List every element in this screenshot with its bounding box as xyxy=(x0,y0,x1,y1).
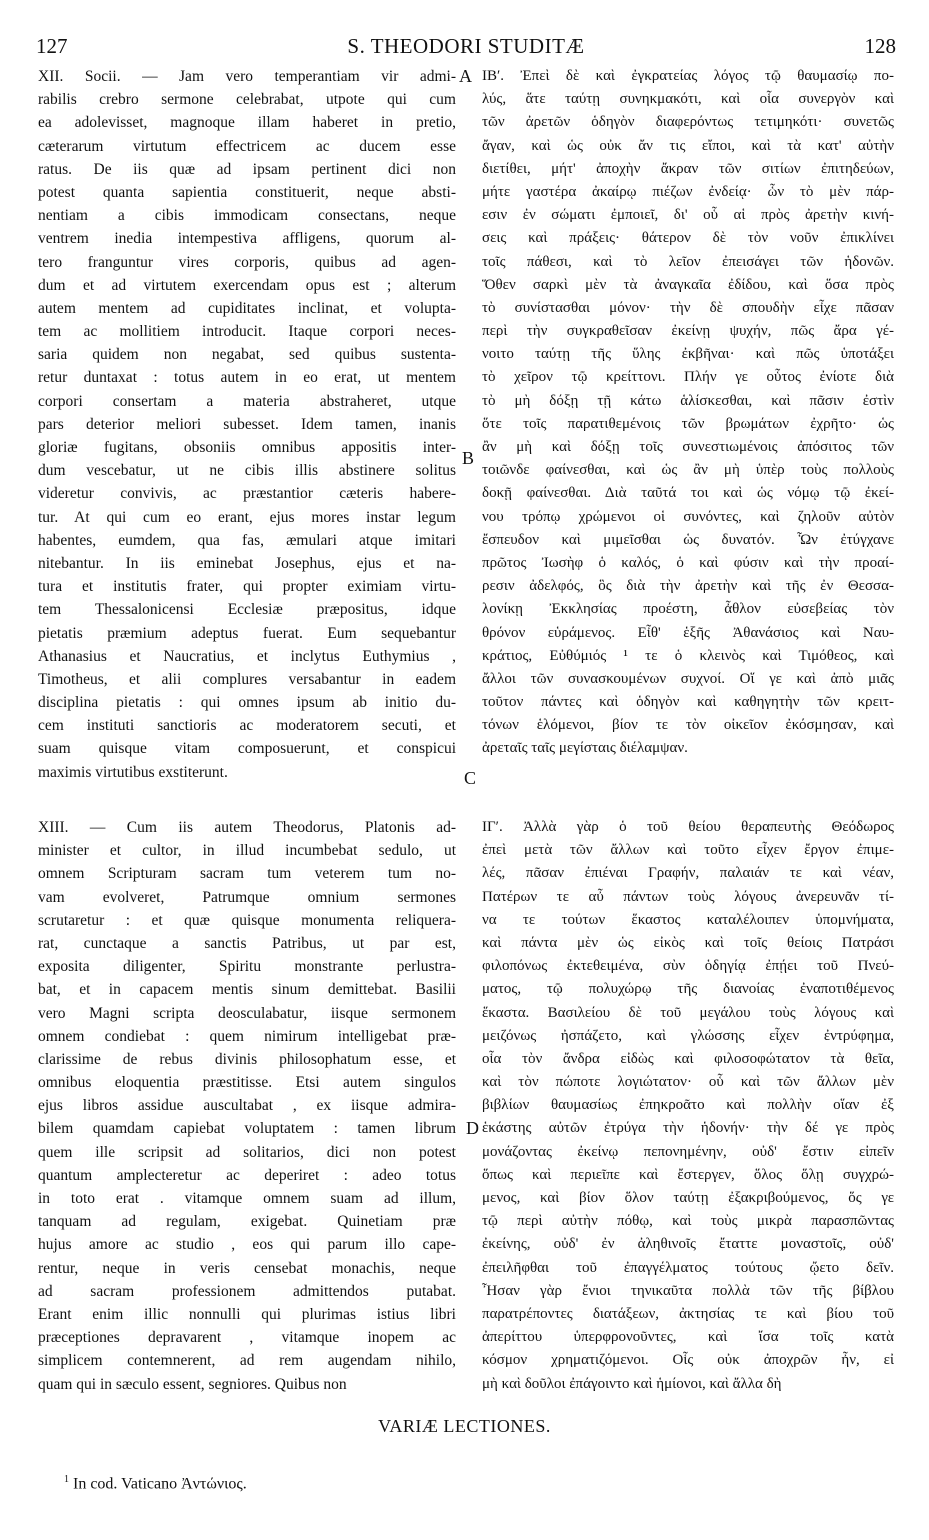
greek-text-line: σεις καὶ πράξεις· θάτερον δὲ τὸν νοῦν ἐπικλίνει xyxy=(482,230,894,247)
latin-text-line: quantum amplecteretur ac deperiret : adeo totus xyxy=(38,1166,456,1184)
greek-text-line: ρεσιν ἀδελφός, ὃς διὰ τὴν ἀρετὴν καὶ τῆς ἐν Θεσσα- xyxy=(482,578,894,595)
latin-text-line: bat, et in capacem mentis sinum demittebat. Basilii xyxy=(38,981,456,999)
latin-text-line: quem ille scripsit ad solitarios, dici non potest xyxy=(38,1143,456,1161)
latin-text-line: autem mentem ad cupiditates inclinat, et volupta- xyxy=(38,299,456,317)
latin-text-line: vero Magni scripta deosculabatur, iisque sermonem xyxy=(38,1004,456,1022)
latin-text-line: Athanasius et Naucratius, et inclytus Euthymius , xyxy=(38,647,456,665)
latin-text-line: nitebantur. In iis eminebat Josephus, ejus et na- xyxy=(38,554,456,572)
latin-text-line: omnem condiebat : quem nimirum intelligebat præ- xyxy=(38,1027,456,1045)
page-number-right: 128 xyxy=(864,34,896,58)
greek-text-line: ὅπως καὶ περιεῖπε καὶ ἔστεργεν, ὅλος ὅλῃ συγχρώ- xyxy=(482,1166,894,1183)
greek-text-line: μὴ καὶ δοῦλοι ἐπάγοιντο καὶ ἡμίονοι, καὶ ἄλλα δὴ xyxy=(482,1375,782,1392)
latin-text-line: XIII. — Cum iis autem Theodorus, Platonis ad- xyxy=(38,819,456,836)
greek-text-line: μονάζοντας ἐκείνῳ πεπονημένην, οὐδ' ἔστιν εἰπεῖν xyxy=(482,1143,894,1160)
latin-text-line: ventrem inedia intempestiva affligens, quorum al- xyxy=(38,230,456,248)
variae-lectiones-heading: VARIÆ LECTIONES. xyxy=(378,1416,551,1436)
latin-text-line: simplicem contemnerent, ad rem augendam nihilo, xyxy=(38,1352,456,1370)
greek-text-line: τοῖς πάθεσι, καὶ τὸ λεῖον ἐπεισάγει τῶν ἡδονῶν. xyxy=(482,253,894,270)
greek-text-line: κόσμον χρηματιζόμενοι. Οἷς οὐκ ἀποχρῶν ἦν, εἰ xyxy=(482,1352,894,1369)
greek-text-line: ἐπειλῆφθαι τοῦ ἐπαγγέλματος τούτους ᾤετο δεῖν. xyxy=(482,1259,894,1276)
greek-text-line: ἐπεὶ μετὰ τῶν ἄλλων καὶ τοῦτο εἶχεν ἔργον ἐπιμε- xyxy=(482,842,894,859)
greek-text-line: Ἦσαν γὰρ ἔνιοι τηνικαῦτα πολλὰ τῶν τῆς βίβλου xyxy=(482,1282,894,1299)
latin-text-line: exposita diligenter, Spiritu monstrante perlustra- xyxy=(38,958,456,976)
margin-marker-d: D xyxy=(466,1118,479,1138)
greek-text-line: δοκῇ φαίνεσθαι. Διὰ ταῦτά τοι καὶ ὡς νόμῳ τῷ ἐκεί- xyxy=(482,485,894,502)
greek-text-line: ματος, τῷ πολυχώρῳ τῆς διανοίας ἐναποτιθέμενος xyxy=(482,981,894,998)
latin-text-line: vam evolveret, Patrumque omnium sermones xyxy=(38,888,456,906)
latin-text-line: habentes, eumdem, qua fas, æmulari atque imitari xyxy=(38,531,456,549)
greek-text-line: τοῦτον πάντες καὶ ὁδηγὸν καὶ καθηγητὴν τῶν κρειτ- xyxy=(482,694,894,711)
greek-text-line: οἷα τὸν ἄνδρα εἰδὼς καὶ φιλοσοφώτατον τὰ θεῖα, xyxy=(482,1050,894,1067)
latin-text-line: ea adolevisset, magnoque illam haberet in pretio, xyxy=(38,114,456,132)
latin-column-paragraph-13 xyxy=(38,816,456,1396)
latin-text-line: clarissime de rebus divinis philosophatum esse, et xyxy=(38,1050,456,1068)
latin-text-line: tura et institutis frater, qui propter eximiam virtu- xyxy=(38,578,456,596)
latin-text-line: Timotheus, et alii complures versabantur in eadem xyxy=(38,670,456,688)
latin-text-line: Erant enim illic nonnulli qui plurimas istius libri xyxy=(38,1305,456,1323)
page-header xyxy=(36,34,896,62)
latin-text-line: retur duntaxat : totus autem in eo erat, ut mentem xyxy=(38,369,456,387)
margin-marker-a: A xyxy=(459,66,472,86)
latin-text-line: rat, cunctaque a sanctis Patribus, ut par est, xyxy=(38,934,456,952)
latin-text-line: hujus amore ac studio , eos qui parum illo cape- xyxy=(38,1236,456,1254)
greek-text-line: λύς, ἅτε ταύτῃ συνηκμακότι, καὶ οἷα συνεργὸν καὶ xyxy=(482,91,894,108)
latin-text-line: bilem quamdam capiebat voluptatem : tamen librum xyxy=(38,1120,456,1138)
latin-text-line: corpori consertam a materia abstraheret, utque xyxy=(38,392,456,410)
greek-text-line: περὶ τὴν συγκραθεῖσαν ἐκείνῃ ψυχήν, πῶς ἄρα γέ- xyxy=(482,323,894,340)
greek-text-line: ἑκάστης αὐτῶν ἐτρύγα τὴν ἡδονήν· τὴν δέ γε πρὸς xyxy=(482,1120,894,1137)
latin-text-line: cem instituti sanctioris ac moderatorem secuti, et xyxy=(38,717,456,735)
latin-text-line: pars deterior meliori subesset. Idem tamen, inanis xyxy=(38,415,456,433)
greek-text-line: φιλοπόνως ἐκτεθειμένα, σὺν ὁδηγίᾳ ἐπῄει τοῦ Πνεύ- xyxy=(482,958,894,975)
latin-text-line: suam quisque vitam composuerunt, et conspicui xyxy=(38,740,456,758)
greek-text-line: ἕκαστα. Βασιλείου δὲ τοῦ μεγάλου τοὺς λόγους καὶ xyxy=(482,1004,894,1021)
margin-marker-b: B xyxy=(462,448,475,468)
greek-text-line: ἄλλοι τῶν συνασκουμένων συχνοί. Οἵ γε καὶ ἀπὸ μιᾶς xyxy=(482,670,894,687)
greek-text-line: να τε τούτων ἕκαστος καταλέλοιπεν ὑπομνήματα, xyxy=(482,911,894,928)
greek-text-line: ἀπερίττου ὑπερφρονοῦντες, καὶ ἴσα τοῖς κατὰ xyxy=(482,1329,894,1346)
latin-text-line: saria quidem non negabat, sed quibus sustenta- xyxy=(38,346,456,364)
footnote-text: In cod. Vaticano Ἀντώνιος. xyxy=(73,1475,247,1493)
greek-text-line: τὸ συνίστασθαι μόνον· τὴν δὲ σπουδὴν εἶχε πᾶσαν xyxy=(482,299,894,316)
latin-text-line: omnem Scripturam sacram tum veterem tum no- xyxy=(38,865,456,883)
greek-column-paragraph-13 xyxy=(482,816,894,1396)
greek-text-line: Ὅθεν σαρκὶ μὲν τὰ ἀναγκαῖα ἐδίδου, καὶ ὅσα πρὸς xyxy=(482,276,894,293)
greek-column-paragraph-12 xyxy=(482,65,894,761)
footnote-mark: 1 xyxy=(64,1474,69,1485)
greek-text-line: Πατέρων τε αὖ πάντων τοὺς λόγους ἀνερευνᾶν τί- xyxy=(482,888,894,905)
greek-text-line: μήτε γαστέρα ἀκαίρῳ πιέζων ἐνδείᾳ· ὧν τὸ μὲν πάρ- xyxy=(482,183,894,200)
greek-text-line: τῷ περὶ αὐτὴν πόθῳ, καὶ τοὺς μικρὰ παρασπῶντας xyxy=(482,1213,894,1230)
latin-text-line: ratus. De iis quæ ad ipsam pertinent dici non xyxy=(38,160,456,178)
latin-text-line: scrutaretur : et quæ quisque monumenta reliquera- xyxy=(38,911,456,929)
footnote xyxy=(64,1474,247,1493)
latin-text-line: ad sacram professionem admittendos putabat. xyxy=(38,1282,456,1300)
greek-text-line: τὸ χεῖρον τῷ κρείττονι. Πλήν γε οὗτος ἐνίοτε διὰ xyxy=(482,369,894,386)
latin-text-line: tem ac mollitiem introducit. Itaque corpori neces- xyxy=(38,323,456,341)
greek-text-line: ΙΓʹ. Ἀλλὰ γὰρ ὁ τοῦ θείου θεραπευτὴς Θεόδωρος xyxy=(482,819,894,835)
greek-text-line: καὶ τὸν πώποτε λογιώτατον· οὗ καὶ τῶν ἄλλων μὲν xyxy=(482,1074,894,1091)
greek-text-line: διετίθει, μήτ' ἀποχὴν ἄκραν τῶν σιτίων ἐπιτηδεύων, xyxy=(482,160,894,177)
greek-text-line: τοιῶνδε φαίνεσθαι, καὶ ὡς ἂν μὴ ὑπὲρ τοὺς πολλοὺς xyxy=(482,462,894,479)
greek-text-line: λονίκῃ Ἐκκλησίας προέστη, ἆθλον εὐσεβείας τὸν xyxy=(482,601,894,618)
latin-text-line: dum vescebatur, ut ne cibis illis abstinere solitus xyxy=(38,462,456,480)
latin-text-line: XII. Socii. — Jam vero temperantiam vir admi- xyxy=(38,68,456,85)
greek-text-line: κράτιος, Εὐθύμιός ¹ τε ὁ κλεινὸς καὶ Τιμόθεος, καὶ xyxy=(482,647,894,664)
greek-text-line: λές, πᾶσαν ἐπιέναι Γραφήν, παλαιάν τε καὶ νέαν, xyxy=(482,865,894,882)
latin-text-line: in toto erat . vitamque omnem suam ad illum, xyxy=(38,1190,456,1207)
latin-text-line: rabilis crebro sermone celebrabat, utpote qui cum xyxy=(38,91,456,109)
running-title: S. THEODORI STUDITÆ xyxy=(347,34,585,58)
greek-text-line: τὸ μὴ δόξῃ τῇ κάτω ἁλίσκεσθαι, καὶ πᾶσιν ἐστὶν xyxy=(482,392,894,409)
greek-text-line: θρόνον εὑράμενος. Εἶθ' ἑξῆς Ἀθανάσιος καὶ Ναυ- xyxy=(482,624,894,641)
greek-text-line: ΙΒʹ. Ἐπεὶ δὲ καὶ ἐγκρατείας λόγος τῷ θαυμασίῳ πο- xyxy=(482,68,894,84)
latin-text-line: tem Thessalonicensi Ecclesiæ præpositus, idque xyxy=(38,601,456,619)
page-number-left: 127 xyxy=(36,34,68,58)
greek-text-line: μενος, καὶ βίον ὅλον ταύτῃ ἐξακριβούμενος, ὅς γε xyxy=(482,1190,894,1206)
greek-text-line: τῶν ἀρετῶν ὁδηγὸν διαφερόντως τετιμηκότι· συνετῶς xyxy=(482,114,894,131)
greek-text-line: ἐκείνης, οὐδ' ἐν ἀληθινοῖς ἔταττε μοναστοῖς, οὐδ' xyxy=(482,1236,894,1253)
latin-text-line: maximis virtutibus exstiterunt. xyxy=(38,763,228,781)
greek-text-line: νου τρόπῳ χρώμενοι οἱ συνόντες, καὶ ζηλοῦν αὐτὸν xyxy=(482,508,894,525)
latin-text-line: videretur convivis, ac præstantior cæteris habere- xyxy=(38,485,456,503)
greek-text-line: πρῶτος Ἰωσὴφ ὁ καλός, ὁ καὶ φύσιν καὶ τὴν προαί- xyxy=(482,554,894,571)
latin-text-line: dum et ad virtutem exercendam opus est ; alterum xyxy=(38,276,456,294)
greek-text-line: ὅτε τοῖς παρατιθεμένοις τῶν βρωμάτων ἐχρῆτο· ὡς xyxy=(482,415,894,432)
latin-text-line: minister et cultor, in illud incumbebat sedulo, ut xyxy=(38,842,456,860)
latin-text-line: tur. At qui cum eo erant, ejus mores instar legum xyxy=(38,508,456,526)
latin-text-line: quam qui in sæculo essent, segniores. Quibus non xyxy=(38,1375,347,1393)
latin-text-line: cæterarum virtutum effectricem ac ducem esse xyxy=(38,137,456,155)
latin-text-line: tanquam ad regulam, exigebat. Quinetiam præ xyxy=(38,1213,456,1231)
latin-text-line: gloriæ fugitans, obsoniis omnibus appositis inter- xyxy=(38,439,456,456)
margin-marker-c: C xyxy=(464,768,477,788)
latin-text-line: præceptiones depravarent , vitamque inopem ac xyxy=(38,1329,456,1347)
latin-text-line: pietatis præmium adeptus fuerat. Eum sequebantur xyxy=(38,624,456,642)
greek-text-line: ἀρεταῖς ταῖς μεγίσταις διέλαμψαν. xyxy=(482,740,688,757)
latin-column-paragraph-12 xyxy=(38,65,456,784)
greek-text-line: ἔσπευδον καὶ μιμεῖσθαι ὡς δυνατόν. Ὧν ἐτύγχανε xyxy=(482,531,894,548)
greek-text-line: ἂν μὴ καὶ δόξῃ τοῖς συνεστιωμένοις ἀπόσιτος τῶν xyxy=(482,439,894,455)
greek-text-line: παρατρέποντες διατάξεων, ἀκτησίας τε καὶ βίου τοῦ xyxy=(482,1305,894,1322)
latin-text-line: rentur, neque in veris censebat monachis, neque xyxy=(38,1259,456,1277)
greek-text-line: εσιν ἐν σώματι ἐμποιεῖ, δι' οὗ αἱ πρὸς ἀρετὴν κινή- xyxy=(482,207,894,224)
latin-text-line: omnibus eloquentia præstitisse. Etsi autem singulos xyxy=(38,1074,456,1092)
greek-text-line: ἄγαν, καὶ ὡς οὐκ ἄν τις εἴποι, καὶ τὰ κατ' αὐτὴν xyxy=(482,137,894,154)
latin-text-line: tero franguntur vires corporis, quibus ad agen- xyxy=(38,253,456,271)
greek-text-line: μειζόνως ἠσπάζετο, καὶ γλώσσης εἶχεν ἐντρύφημα, xyxy=(482,1027,894,1044)
latin-text-line: potest quanta sapientia constituerit, neque absti- xyxy=(38,183,456,201)
greek-text-line: καὶ πάντα μὲν ὡς εἰκὸς καὶ τοῖς θείοις Πατράσι xyxy=(482,934,894,951)
latin-text-line: ejus libros assidue auscultabat , ex iisque admira- xyxy=(38,1097,456,1115)
greek-text-line: τόνων ἑλόμενοι, βίον τε τὸν οἰκεῖον ἐκόσμησαν, καὶ xyxy=(482,717,894,734)
greek-text-line: νοιτο ταύτῃ τῆς ὕλης ἐκβῆναι· καὶ πῶς ὑποτάξει xyxy=(482,346,894,363)
latin-text-line: disciplina pietatis : qui omnes ipsum ab initio du- xyxy=(38,694,456,712)
latin-text-line: nentiam a cibis immodicam consectans, neque xyxy=(38,207,456,225)
greek-text-line: βιβλίων θαυμασίως ἐπηκροᾶτο καὶ πολλὴν οἵαν ἐξ xyxy=(482,1097,894,1114)
